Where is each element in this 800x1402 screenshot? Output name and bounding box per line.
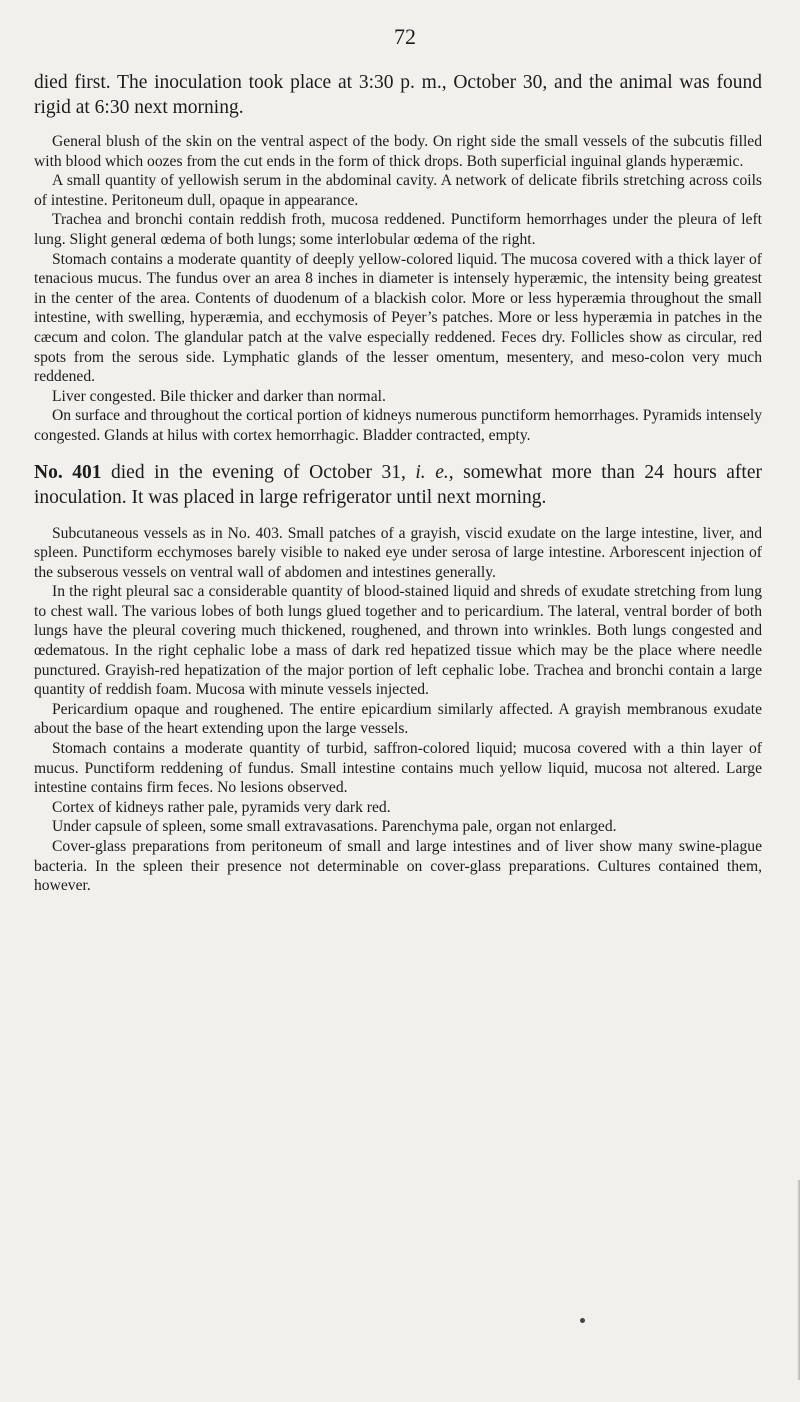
paragraph: Liver congested. Bile thicker and darker than normal. <box>52 387 386 405</box>
case-401-heading <box>34 460 762 510</box>
paragraph: Subcutaneous vessels as in No. 403. Small patches of a grayish, viscid exudate on the large intestine, liver, and spleen. Punctiform ecchymoses barely visible to naked eye under serosa of large intestine. Arborescent injection of the subserous vessels on ventral wall of abdomen and intestines generally. <box>34 524 762 581</box>
case-400-lead: died first. The inoculation took place at 3:30 p. m., October 30, and the animal was found rigid at 6:30 next morning. <box>34 72 762 118</box>
paragraph: Trachea and bronchi contain reddish froth, mucosa reddened. Punctiform hemorrhages under the pleura of left lung. Slight general œdema of both lungs; some interlobular œdema of the right. <box>34 211 762 248</box>
paragraph: Cortex of kidneys rather pale, pyramids very dark red. <box>52 798 391 816</box>
paragraph: Pericardium opaque and roughened. The entire epicardium similarly affected. A grayish membranous exudate about the base of the heart extending upon the large vessels. <box>34 700 762 738</box>
paragraph-last: Cover-glass preparations from peritoneum of small and large intestines and of liver show many swine-plague bacteria. In the spleen their presence not determinable on cover-glass preparations. Cultures contained them, however. <box>34 838 762 895</box>
page-number: 72 <box>394 24 416 49</box>
paragraph: Under capsule of spleen, some small extravasations. Parenchyma pale, organ not enlarged. <box>52 818 617 836</box>
ink-speck <box>580 1318 585 1323</box>
document-page <box>34 24 762 896</box>
paragraph: In the right pleural sac a considerable quantity of blood-stained liquid and shreds of exudate stretching from lung to chest wall. The various lobes of both lungs glued together and to pericardium. The lateral, ventral border of both lungs have the pleural covering much thickened, roughened, and thrown into wrinkles. Both lungs congested and œdematous. In the right cephalic lobe a mass of dark red hepatized tissue which may be the place where needle punctured. Grayish-red hepatization of the major portion of left cephalic lobe. Trachea and bronchi contain a large quantity of reddish foam. Mucosa with minute vessels injected. <box>34 583 762 699</box>
paragraph: A small quantity of yellowish serum in the abdominal cavity. A network of delicate fibrils stretching across coils of intestine. Peritoneum dull, opaque in appearance. <box>34 172 762 209</box>
paragraph: Stomach contains a moderate quantity of turbid, saffron-colored liquid; mucosa covered with a thin layer of mucus. Punctiform reddening of fundus. Small intestine contains much yellow liquid, mucosa not altered. Large intestine contains firm feces. No lesions observed. <box>34 740 762 797</box>
paragraph: On surface and throughout the cortical portion of kidneys numerous punctiform hemorrhages. Pyramids intensely congested. Glands at hilus with cortex hemorrhagic. Bladder contracted, empty. <box>34 407 762 444</box>
heading-text: , somewhat more than 24 hours after inoculation. It was placed in large refrigerator until next morning. <box>34 461 762 508</box>
heading-text: died in the evening of October 31, <box>101 461 416 483</box>
paragraph: Stomach contains a moderate quantity of deeply yellow-colored liquid. The mucosa covered with a thick layer of tenacious mucus. The fundus over an area 8 inches in diameter is intensely hyperæmic, the intensity being greatest in the center of the area. Contents of duodenum of a blackish color. More or less hyperæmia throughout the small intestine, with swelling, hyperæmia, and ecchymosis of Peyer’s patches. More or less hyperæmia in patches in the cæcum and colon. The glandular patch at the valve especially reddened. Feces dry. Follicles show as circular, red spots from the serous side. Lymphatic glands of the lesser omentum, mesentery, and meso-colon very much reddened. <box>34 250 762 386</box>
heading-italic: i. e. <box>415 461 449 483</box>
case-number: No. 401 <box>34 461 102 483</box>
paragraph: General blush of the skin on the ventral aspect of the body. On right side the small vessels of the subcutis filled with blood which oozes from the cut ends in the form of thick drops. Both superficial inguinal glands hyperæmic. <box>34 133 762 170</box>
